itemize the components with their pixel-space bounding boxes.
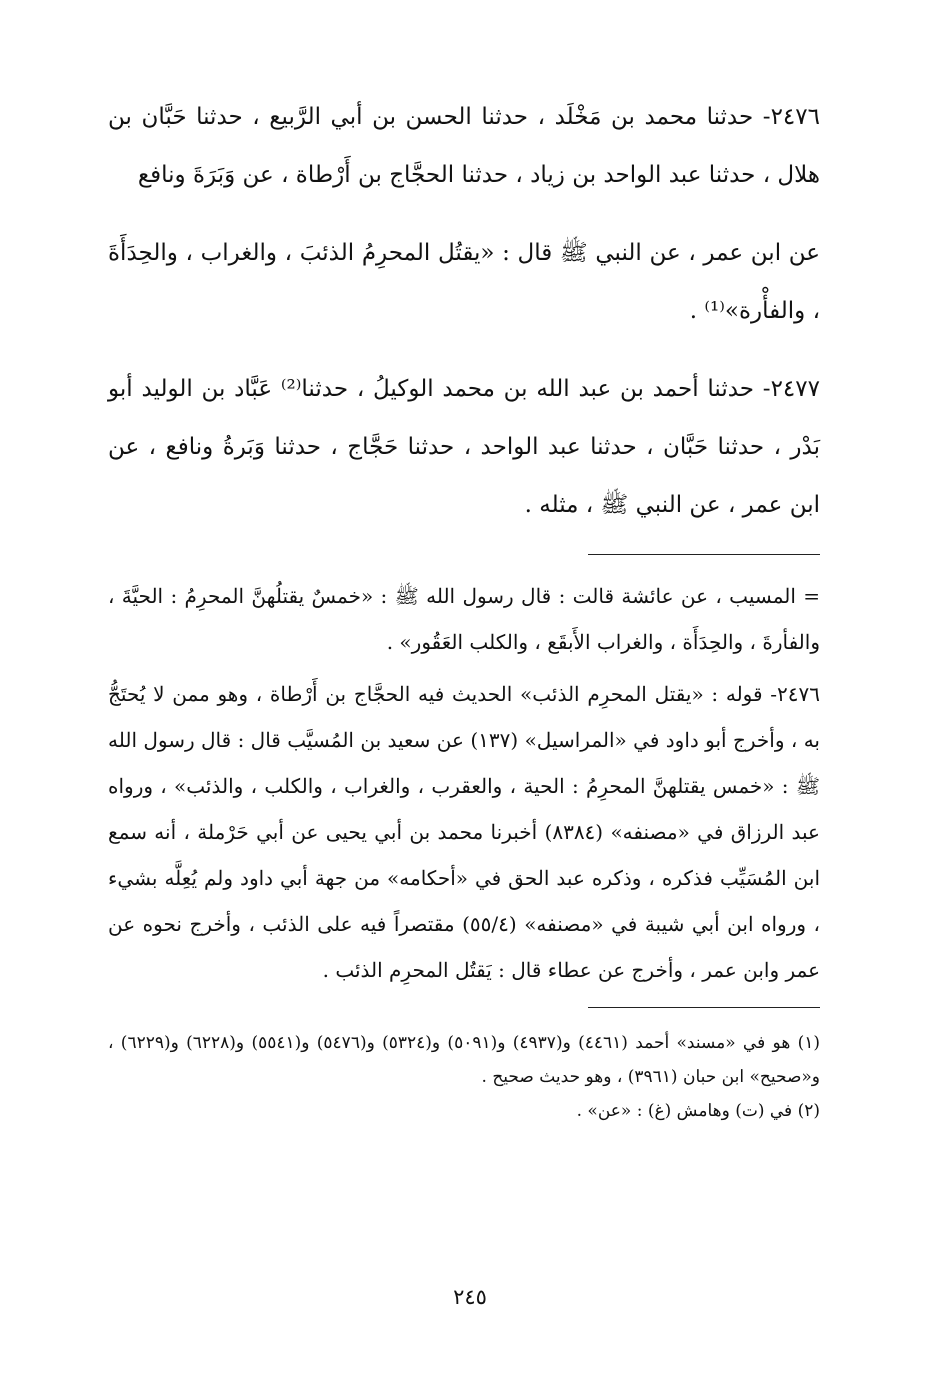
page-number: ٢٤٥ bbox=[453, 1285, 487, 1309]
commentary-continuation: = المسيب ، عن عائشة قالت : قال رسول الله ﷺ : «خمسٌ يقتلُهنَّ المحرِمُ : الحيَّةَ ، والفأرةَ ، والحِدَأَة ، والغراب الأَبقَع ، والكلب العَقُور» . bbox=[108, 584, 821, 654]
hadith-2476-matn: عن ابن عمر ، عن النبي ﷺ قال : «يقتُل المحرِمُ الذئبَ ، والغراب ، والحِدَأَةَ ، والفأْرة»⁽¹⁾ . bbox=[108, 240, 820, 324]
footnote-divider bbox=[588, 1007, 820, 1008]
commentary-divider bbox=[588, 554, 820, 555]
hadith-text bbox=[108, 88, 820, 534]
footnote-1: (١) هو في «مسند» أحمد (٤٤٦١) و(٤٩٣٧) و(٥٠٩١) و(٥٣٢٤) و(٥٤٧٦) و(٥٥٤١) و(٦٢٢٨) و(٦٢٢٩) ، و«صحيح» ابن حبان (٣٩٦١) ، وهو حديث صحيح . bbox=[108, 1033, 821, 1087]
commentary-2476: ٢٤٧٦- قوله : «يقتل المحرِم الذئب» الحديث فيه الحجَّاج بن أَرْطاة ، وهو ممن لا يُحتَجُّ به ، وأخرج أبو داود في «المراسيل» (١٣٧) عن سعيد بن المُسيَّب قال : قال رسول الله ﷺ : «خمس يقتلهنَّ المحرِمُ : الحية ، والعقرب ، والغراب ، والكلب ، والذئب» ، ورواه عبد الرزاق في «مصنفه» (٨٣٨٤) أخبرنا محمد بن أبي يحيى عن أبي حَرْملة ، أنه سمع ابن المُسَيِّب فذكره ، وذكره عبد الحق في «أحكامه» من جهة أبي داود ولم يُعِلَّه بشيء ، ورواه ابن أبي شيبة في «مصنفه» (٥٥/٤) مقتصراً فيه على الذئب ، وأخرج نحوه عن عمر وابن عمر ، وأخرج عن عطاء قال : يَقتُل المحرِم الذئب . bbox=[108, 682, 821, 982]
hadith-2476-isnad: ٢٤٧٦- حدثنا محمد بن مَخْلَد ، حدثنا الحسن بن أبي الرَّبيع ، حدثنا حَبَّان بن هلال ، حدثنا عبد الواحد بن زياد ، حدثنا الحجَّاج بن أَرْطاة ، عن وَبَرَةَ ونافع bbox=[108, 104, 820, 188]
footnotes bbox=[108, 1026, 820, 1128]
commentary-section bbox=[108, 573, 820, 993]
footnote-2: (٢) في (ت) وهامش (غ) : «عن» . bbox=[576, 1101, 820, 1121]
hadith-2477: ٢٤٧٧- حدثنا أحمد بن عبد الله بن محمد الوكيلُ ، حدثنا⁽²⁾ عَبَّاد بن الوليد أبو بَدْر ، حدثنا حَبَّان ، حدثنا عبد الواحد ، حدثنا حَجَّاج ، حدثنا وَبَرةُ ونافع ، عن ابن عمر ، عن النبي ﷺ ، مثله . bbox=[108, 376, 820, 518]
